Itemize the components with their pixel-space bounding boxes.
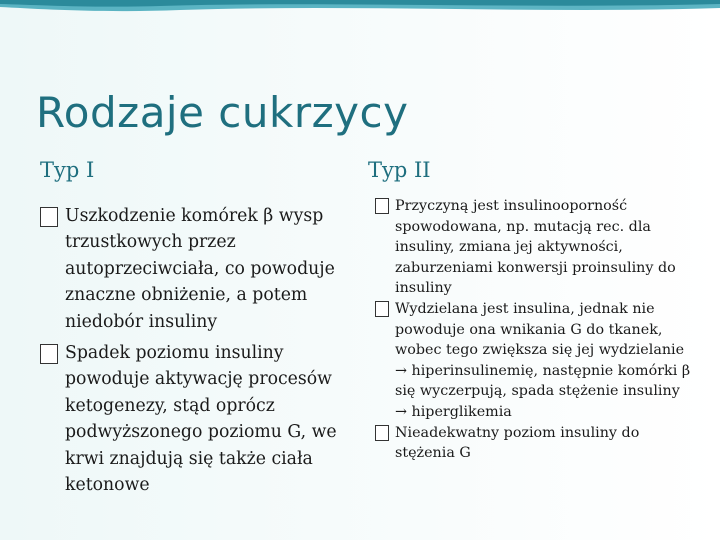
square-box-icon bbox=[40, 344, 58, 364]
list-item bbox=[375, 423, 693, 464]
square-box-icon bbox=[375, 198, 389, 214]
bullet-text: Przyczyną jest insulinooporność spowodowana, np. mutacją rec. dla insuliny, zmiana jej aktywności, zaburzeniami konwersji proinsuliny do insuliny bbox=[395, 198, 676, 297]
bullet-text: Nieadekwatny poziom insuliny do stężenia G bbox=[395, 424, 640, 462]
right-column-heading: Typ II bbox=[368, 158, 431, 182]
square-box-icon bbox=[375, 425, 389, 441]
square-box-icon bbox=[40, 207, 58, 227]
right-bullet-list bbox=[375, 196, 693, 464]
left-column-heading: Typ I bbox=[40, 158, 95, 182]
band-wave-graphic bbox=[0, 0, 720, 14]
list-item bbox=[40, 340, 356, 498]
left-bullet-list bbox=[40, 203, 356, 503]
list-item bbox=[375, 299, 693, 423]
bullet-text: Uszkodzenie komórek β wysp trzustkowych przez autoprzeciwciała, co powoduje znaczne obniżenie, a potem niedobór insuliny bbox=[65, 206, 335, 332]
slide-title: Rodzaje cukrzycy bbox=[36, 88, 409, 137]
top-decorative-band bbox=[0, 0, 720, 14]
list-item bbox=[40, 203, 356, 335]
list-item bbox=[375, 196, 693, 299]
bullet-text: Spadek poziomu insuliny powoduje aktywację procesów ketogenezy, stąd oprócz podwyższonego poziomu G, we krwi znajdują się także ciała ketonowe bbox=[65, 343, 337, 496]
bullet-text: Wydzielana jest insulina, jednak nie powoduje ona wnikania G do tkanek, wobec tego zwiększa się jej wydzielanie → hiperinsulinemię, następnie komórki β się wyczerpują, spada stężenie insuliny → hiperglikemia bbox=[395, 300, 691, 420]
square-box-icon bbox=[375, 301, 389, 317]
